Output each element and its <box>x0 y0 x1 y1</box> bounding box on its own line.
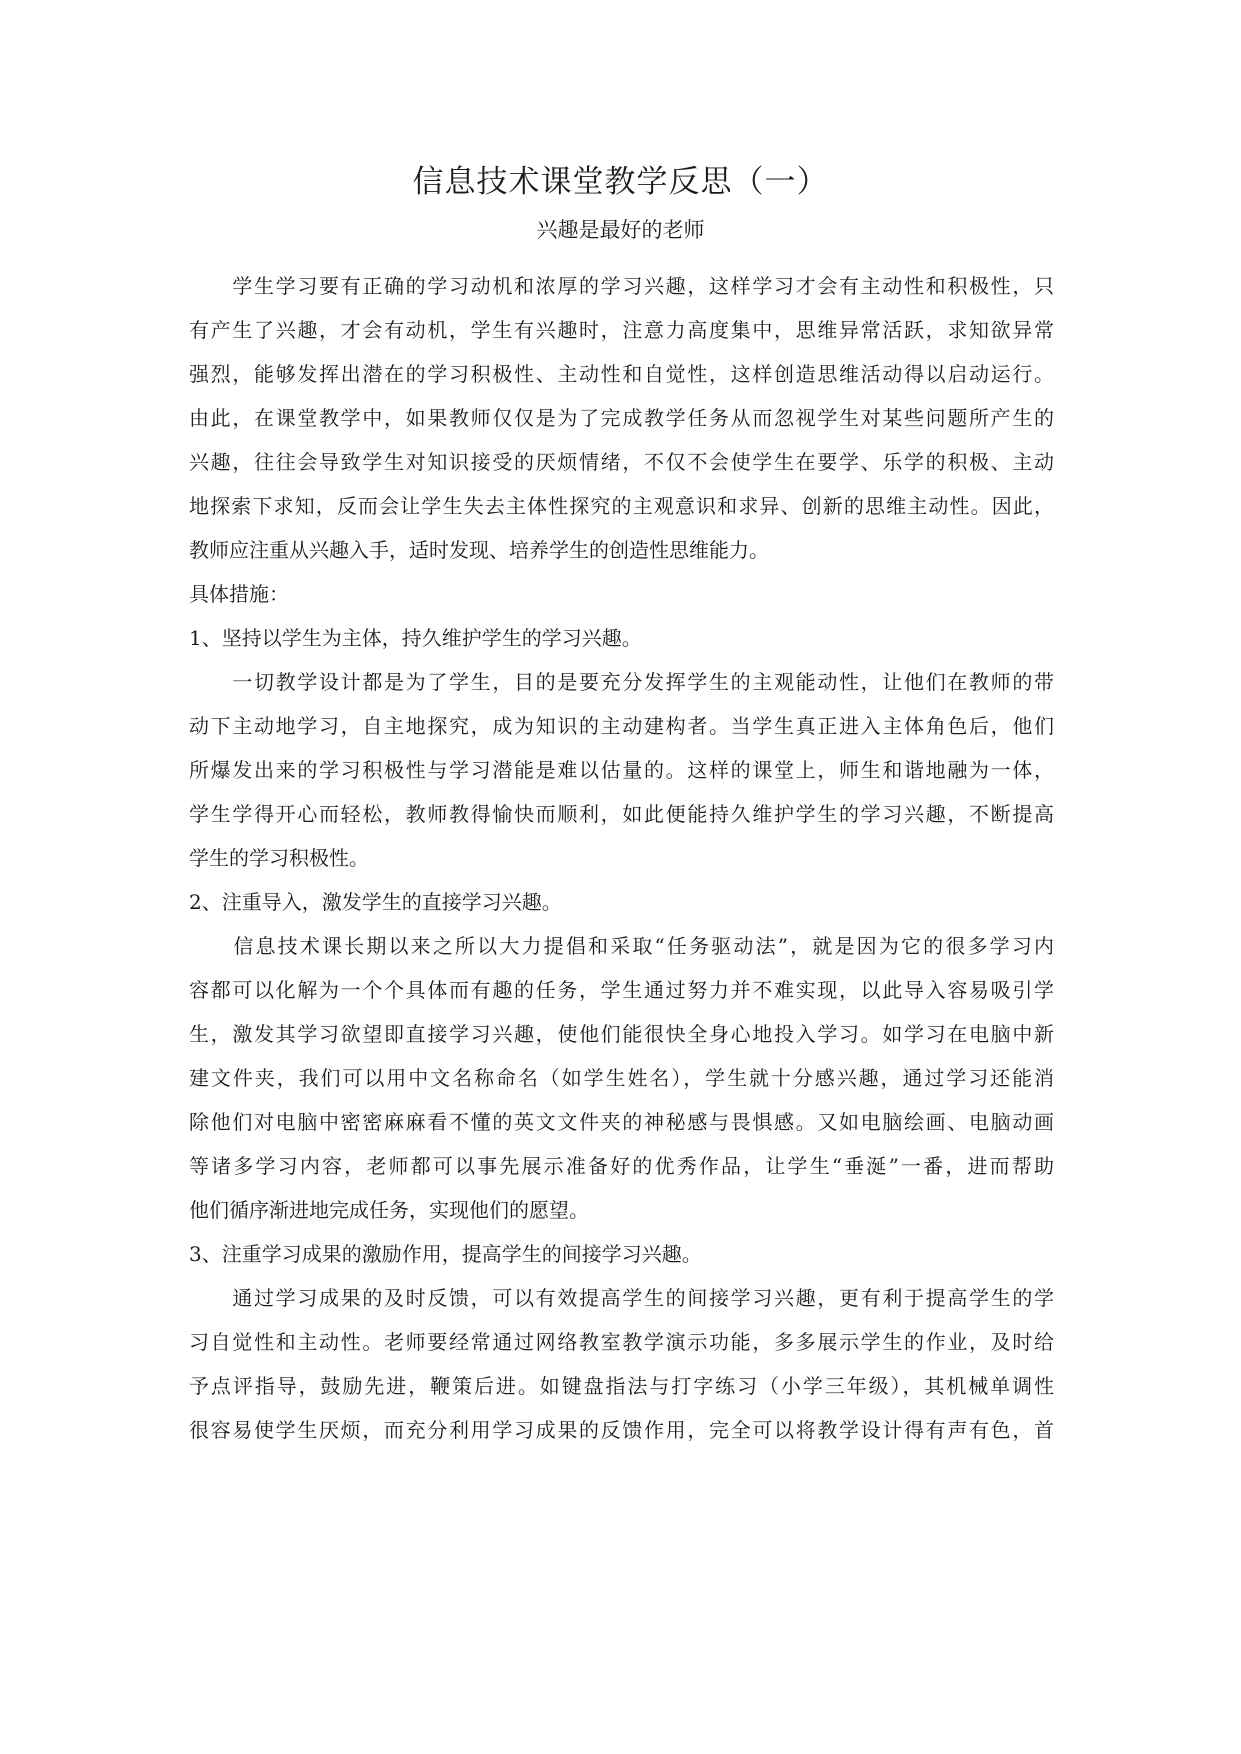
body-line: 具体措施： <box>189 582 289 606</box>
body-line: 建文件夹，我们可以用中文名称命名（如学生姓名），学生就十分感兴趣，通过学习还能消 <box>189 1066 1054 1090</box>
body-line: 除他们对电脑中密密麻麻看不懂的英文文件夹的神秘感与畏惧感。又如电脑绘画、电脑动画 <box>189 1110 1054 1134</box>
body-line: 由此，在课堂教学中，如果教师仅仅是为了完成教学任务从而忽视学生对某些问题所产生的 <box>189 406 1054 430</box>
body-line: 等诸多学习内容，老师都可以事先展示准备好的优秀作品，让学生“垂涎”一番，进而帮助 <box>189 1154 1054 1178</box>
body-line: 所爆发出来的学习积极性与学习潜能是难以估量的。这样的课堂上，师生和谐地融为一体， <box>189 758 1054 782</box>
body-line: 很容易使学生厌烦，而充分利用学习成果的反馈作用，完全可以将教学设计得有声有色，首 <box>189 1418 1054 1442</box>
body-line: 学生的学习积极性。 <box>189 846 369 870</box>
body-line: 一切教学设计都是为了学生，目的是要充分发挥学生的主观能动性，让他们在教师的带 <box>189 670 1054 694</box>
body-line: 容都可以化解为一个个具体而有趣的任务，学生通过努力并不难实现，以此导入容易吸引学 <box>189 978 1054 1002</box>
body-line: 有产生了兴趣，才会有动机，学生有兴趣时，注意力高度集中，思维异常活跃，求知欲异常 <box>189 318 1054 342</box>
body-line: 强烈，能够发挥出潜在的学习积极性、主动性和自觉性，这样创造思维活动得以启动运行。 <box>189 362 1054 386</box>
body-line: 习自觉性和主动性。老师要经常通过网络教室教学演示功能，多多展示学生的作业，及时给 <box>189 1330 1054 1354</box>
document-subtitle: 兴趣是最好的老师 <box>536 218 705 242</box>
body-line: 予点评指导，鼓励先进，鞭策后进。如键盘指法与打字练习（小学三年级），其机械单调性 <box>189 1374 1054 1398</box>
body-line: 生，激发其学习欲望即直接学习兴趣，使他们能很快全身心地投入学习。如学习在电脑中新 <box>189 1022 1054 1046</box>
body-line: 地探索下求知，反而会让学生失去主体性探究的主观意识和求异、创新的思维主动性。因此， <box>189 494 1054 518</box>
body-line: 他们循序渐进地完成任务，实现他们的愿望。 <box>189 1198 589 1222</box>
body-line: 信息技术课长期以来之所以大力提倡和采取“任务驱动法”，就是因为它的很多学习内 <box>189 934 1054 958</box>
body-line: 1、坚持以学生为主体，持久维护学生的学习兴趣。 <box>189 626 642 650</box>
body-line: 学生学习要有正确的学习动机和浓厚的学习兴趣，这样学习才会有主动性和积极性，只 <box>189 274 1054 298</box>
body-line: 3、注重学习成果的激励作用，提高学生的间接学习兴趣。 <box>189 1242 702 1266</box>
body-line: 通过学习成果的及时反馈，可以有效提高学生的间接学习兴趣，更有利于提高学生的学 <box>189 1286 1054 1310</box>
body-line: 动下主动地学习，自主地探究，成为知识的主动建构者。当学生真正进入主体角色后，他们 <box>189 714 1054 738</box>
body-line: 教师应注重从兴趣入手，适时发现、培养学生的创造性思维能力。 <box>189 538 769 562</box>
body-line: 兴趣，往往会导致学生对知识接受的厌烦情绪，不仅不会使学生在要学、乐学的积极、主动 <box>189 450 1054 474</box>
document-title: 信息技术课堂教学反思（一） <box>412 164 829 200</box>
body-line: 学生学得开心而轻松，教师教得愉快而顺利，如此便能持久维护学生的学习兴趣，不断提高 <box>189 802 1054 826</box>
body-line: 2、注重导入，激发学生的直接学习兴趣。 <box>189 890 562 914</box>
